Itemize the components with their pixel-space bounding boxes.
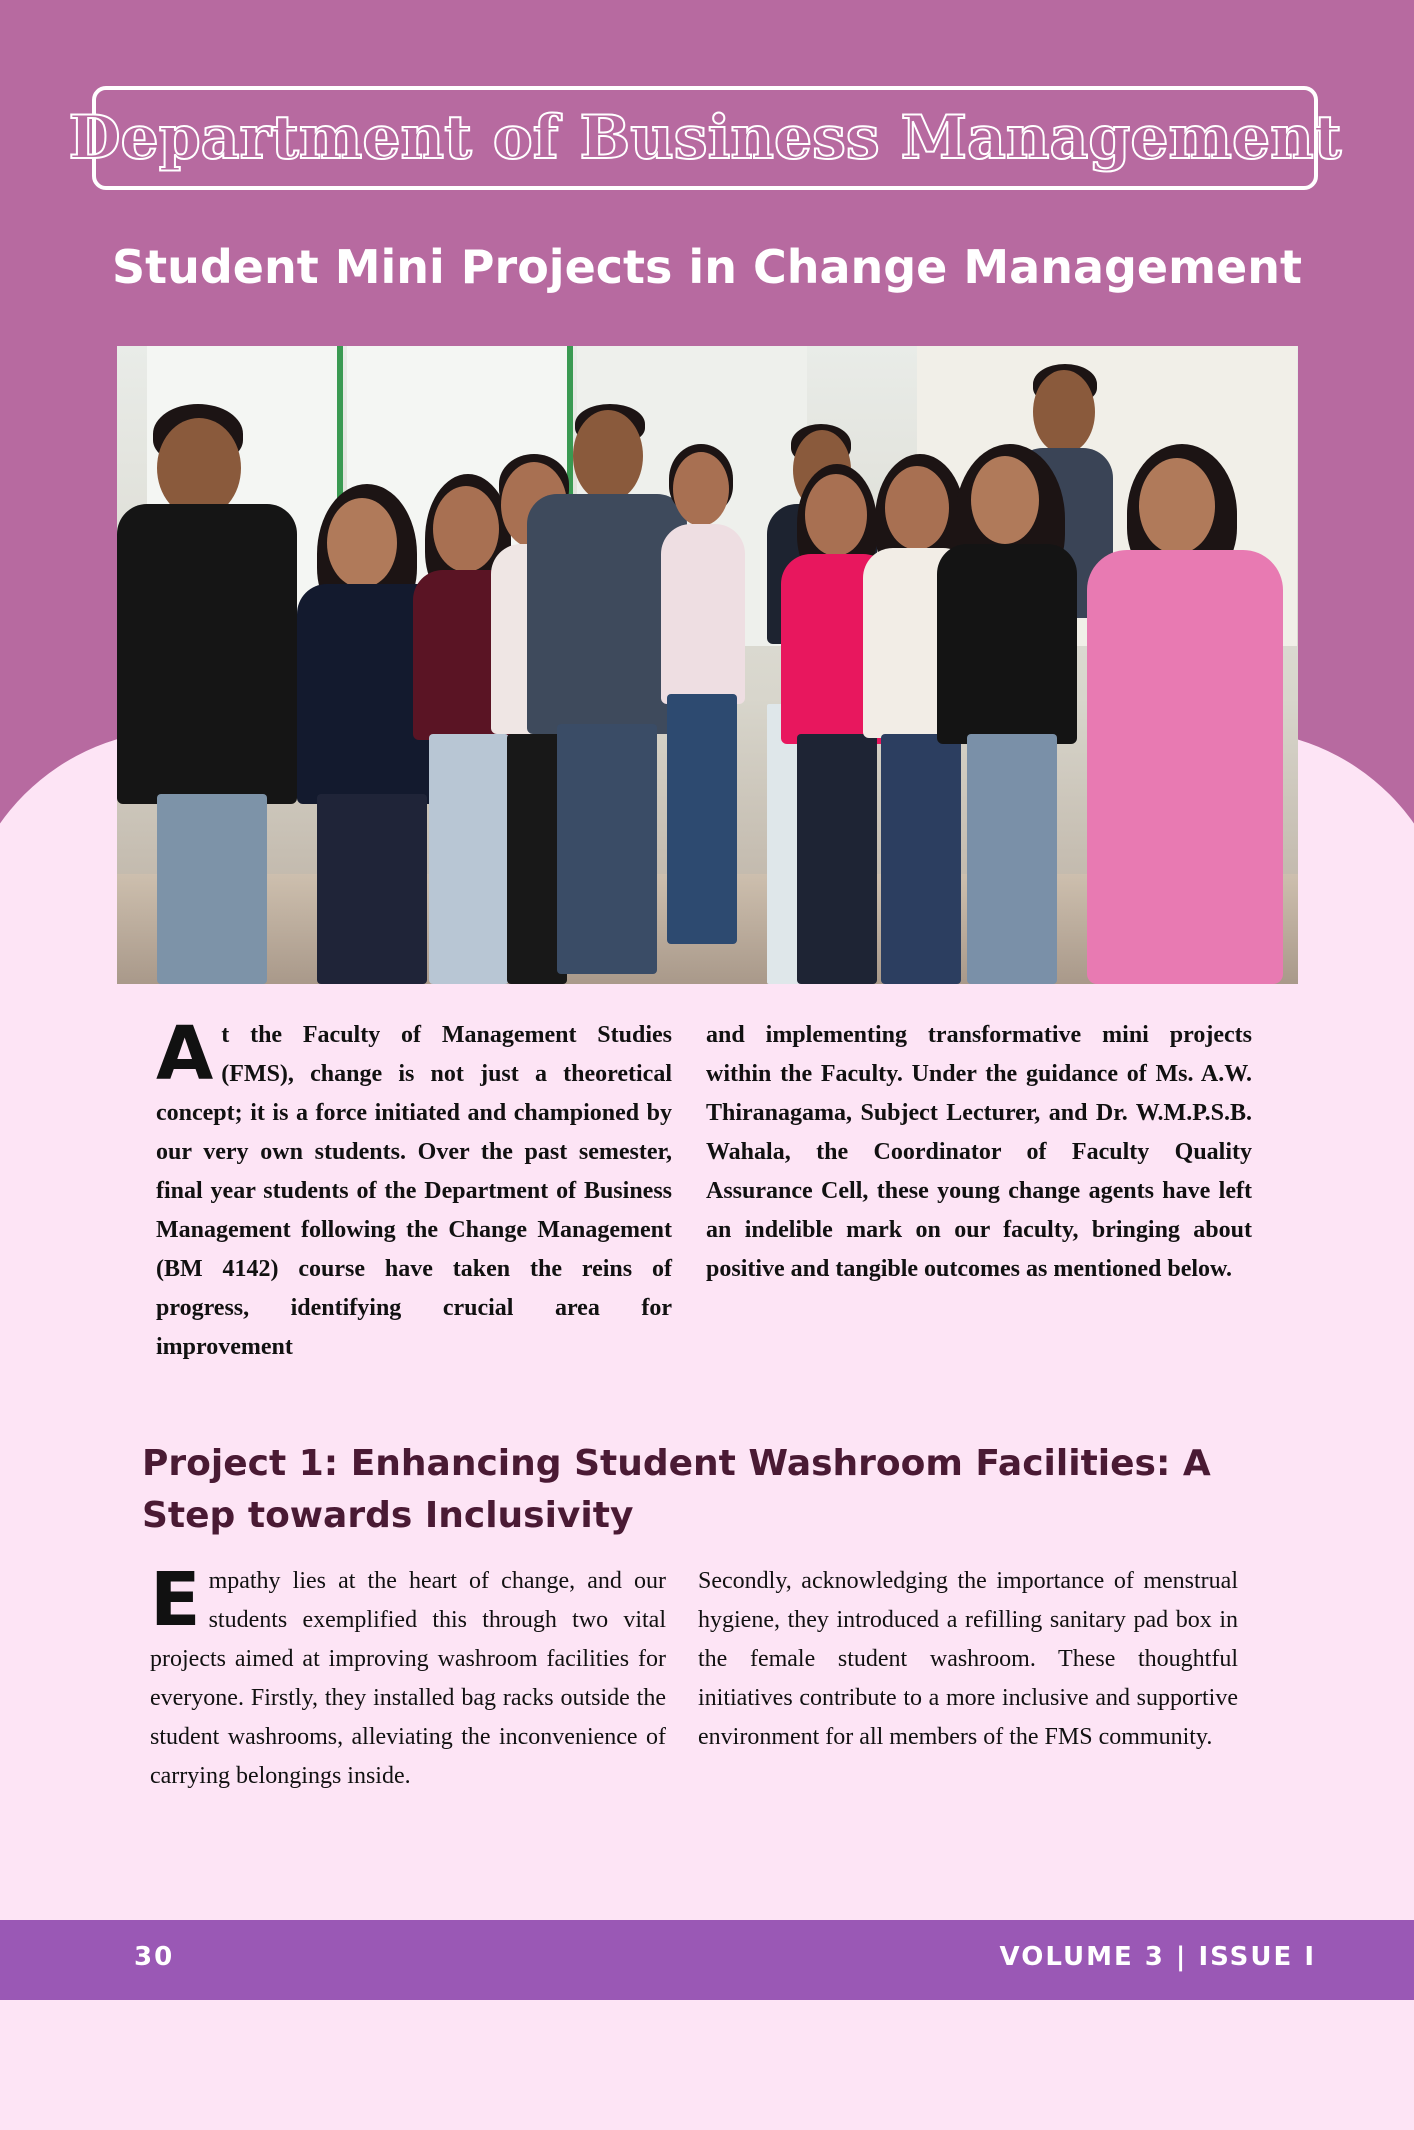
department-title: Department of Business Management bbox=[68, 103, 1342, 173]
project-1-column-2 bbox=[698, 1562, 1238, 1757]
intro-dropcap: A bbox=[156, 1011, 214, 1097]
intro-text-1: t the Faculty of Management Studies (FMS), change is not just a theoretical concept; it is a force initiated and championed by our very own students. Over the past semester, final year students of the Department of Business Management following the Change Management (BM 4142) course have taken the reins of progress, identifying crucial area for improvement bbox=[156, 1022, 672, 1360]
photo-person bbox=[937, 444, 1077, 984]
intro-text-2: and implementing transformative mini projects within the Faculty. Under the guidance of Ms. A.W. Thiranagama, Subject Lecturer, and Dr. W.M.P.S.B. Wahala, the Coordinator of Faculty Quality Assurance Cell, these young change agents have left an indelible mark on our faculty, bringing about positive and tangible outcomes as mentioned below. bbox=[706, 1022, 1252, 1282]
volume-issue: VOLUME 3 | ISSUE I bbox=[999, 1942, 1316, 1972]
footer-bar bbox=[0, 1920, 1414, 2000]
page-title: Student Mini Projects in Change Management bbox=[111, 240, 1302, 294]
intro-column-1 bbox=[156, 1011, 672, 1367]
photo-person bbox=[1087, 444, 1287, 984]
group-photo bbox=[117, 346, 1298, 984]
project-1-title: Project 1: Enhancing Student Washroom Facilities: A Step towards Inclusivity bbox=[142, 1443, 1211, 1536]
project-1-text-1: mpathy lies at the heart of change, and our students exemplified this through two vital projects aimed at improving washroom facilities for everyone. Firstly, they installed bag racks outside the student washrooms, alleviating the inconvenience of carrying belongings inside. bbox=[150, 1568, 666, 1789]
project-1-text-2: Secondly, acknowledging the importance of menstrual hygiene, they introduced a refilling sanitary pad box in the female student washroom. These thoughtful initiatives contribute to a more inclusive and supportive environment for all members of the FMS community. bbox=[698, 1568, 1238, 1750]
project-1-column-1 bbox=[150, 1557, 666, 1796]
photo-person bbox=[657, 444, 747, 984]
photo-person bbox=[117, 404, 307, 984]
intro-column-2 bbox=[706, 1016, 1252, 1289]
project-1-dropcap: E bbox=[150, 1557, 201, 1643]
department-banner bbox=[68, 86, 1342, 190]
page-number: 30 bbox=[134, 1942, 175, 1972]
